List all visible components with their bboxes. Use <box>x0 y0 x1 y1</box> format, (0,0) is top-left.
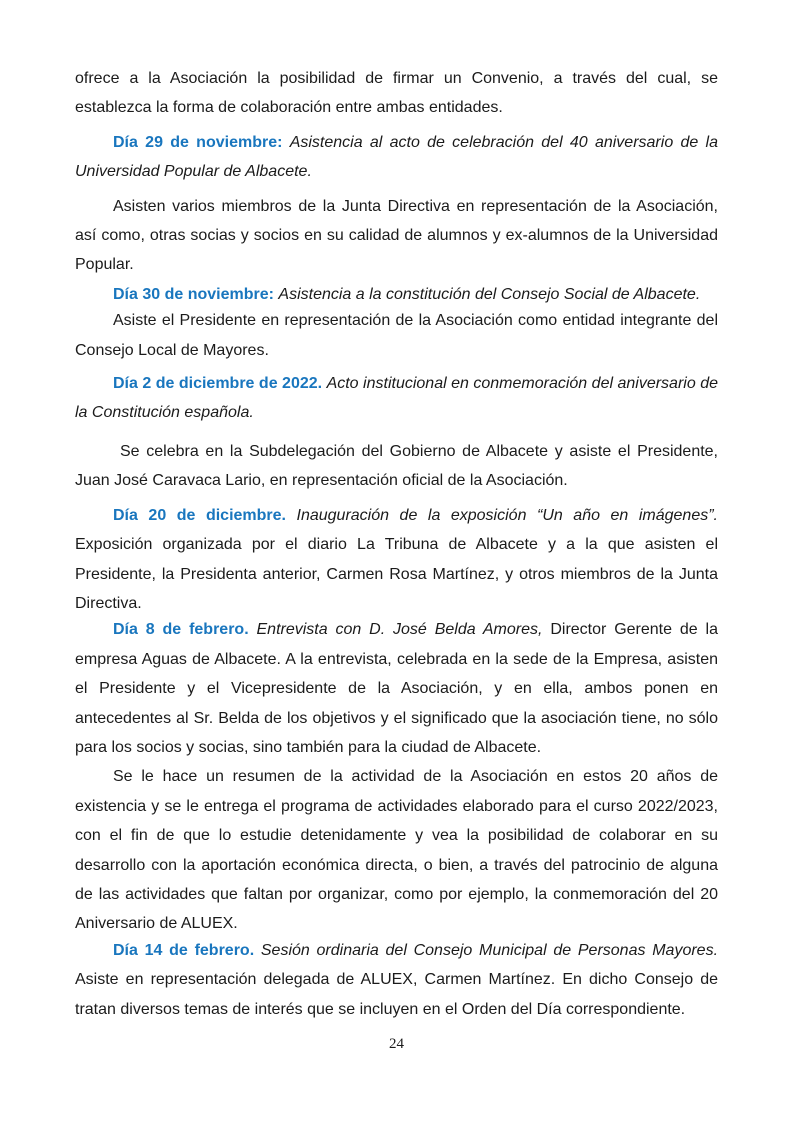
date-heading: Día 30 de noviembre: <box>113 285 279 303</box>
paragraph-day-30-noviembre <box>75 280 718 309</box>
body-text-run: Director Gerente de la empresa Aguas de Albacete. A la entrevista, celebrada en la sede de la Empresa, asisten el Presidente y el Vicepresidente de la Asociación, y en ella, ambos ponen en antecedentes al Sr. Belda de los objetivos y el significado que la asociación tiene, no sólo para los socios y socias, sino también para la ciudad de Albacete. <box>75 621 718 756</box>
body-text-run: Asiste en representación delegada de ALUEX, Carmen Martínez. En dicho Consejo de tratan diversos temas de interés que se incluyen en el Orden del Día correspondiente. <box>75 971 718 1018</box>
paragraph-day-8-febrero <box>75 615 718 762</box>
event-title-run: Entrevista con D. José Belda Amores, <box>256 621 543 639</box>
body-text-run: Exposición organizada por el diario La Tribuna de Albacete y a la que asisten el Presidente, la Presidenta anterior, Carmen Rosa Martínez, y otros miembros de la Junta Directiva. <box>75 536 718 612</box>
body-text-run: Asisten varios miembros de la Junta Directiva en representación de la Asociación, así como, otras socias y socios en su calidad de alumnos y ex-alumnos de la Universidad Popular. <box>75 197 718 274</box>
body-text-run: Se celebra en la Subdelegación del Gobierno de Albacete y asiste el Presidente, Juan José Caravaca Lario, en representación oficial de la Asociación. <box>75 442 718 490</box>
event-title-run: Inauguración de la exposición “Un año en imágenes”. <box>296 506 718 524</box>
date-heading: Día 29 de noviembre: <box>113 133 290 151</box>
date-heading: Día 20 de diciembre. <box>113 506 297 524</box>
paragraph-continuation <box>75 64 718 123</box>
body-text-run: ofrece a la Asociación la posibilidad de firmar un Convenio, a través del cual, se establezca la forma de colaboración entre ambas entidades. <box>75 70 718 117</box>
paragraph-day-14-febrero <box>75 936 718 1024</box>
event-title-run: Acto institucional en conmemoración del aniversario de la Constitución española. <box>75 375 718 422</box>
paragraph-body <box>75 437 718 496</box>
body-text-run: Asiste el Presidente en representación de la Asociación como entidad integrante del Consejo Local de Mayores. <box>75 312 718 359</box>
paragraph-day-29-noviembre <box>75 128 718 187</box>
paragraph-day-20-diciembre <box>75 501 718 619</box>
event-title-run: Asistencia al acto de celebración del 40 aniversario de la Universidad Popular de Albacete. <box>75 133 719 181</box>
body-text-run: Se le hace un resumen de la actividad de la Asociación en estos 20 años de existencia y se le entrega el programa de actividades elaborado para el curso 2022/2023, con el fin de que lo estudie detenidamente y vea la posibilidad de colaborar en su desarrollo con la aportación económica directa, o bien, a través del patrocinio de alguna de las actividades que faltan por organizar, como por ejemplo, la conmemoración del 20 Aniversario de ALUEX. <box>75 768 718 933</box>
paragraph-body <box>75 762 718 938</box>
paragraph-day-2-diciembre <box>75 369 718 428</box>
page-number: 24 <box>389 1036 404 1052</box>
date-heading: Día 14 de febrero. <box>113 941 261 959</box>
event-title-run: Sesión ordinaria del Consejo Municipal de Personas Mayores. <box>260 941 719 959</box>
date-heading: Día 2 de diciembre de 2022. <box>113 375 327 393</box>
page-content <box>75 64 718 1024</box>
event-title-run: Asistencia a la constitución del Consejo Social de Albacete. <box>278 285 701 303</box>
date-heading: Día 8 de febrero. <box>113 621 257 639</box>
paragraph-body <box>75 192 718 280</box>
paragraph-body <box>75 306 718 365</box>
